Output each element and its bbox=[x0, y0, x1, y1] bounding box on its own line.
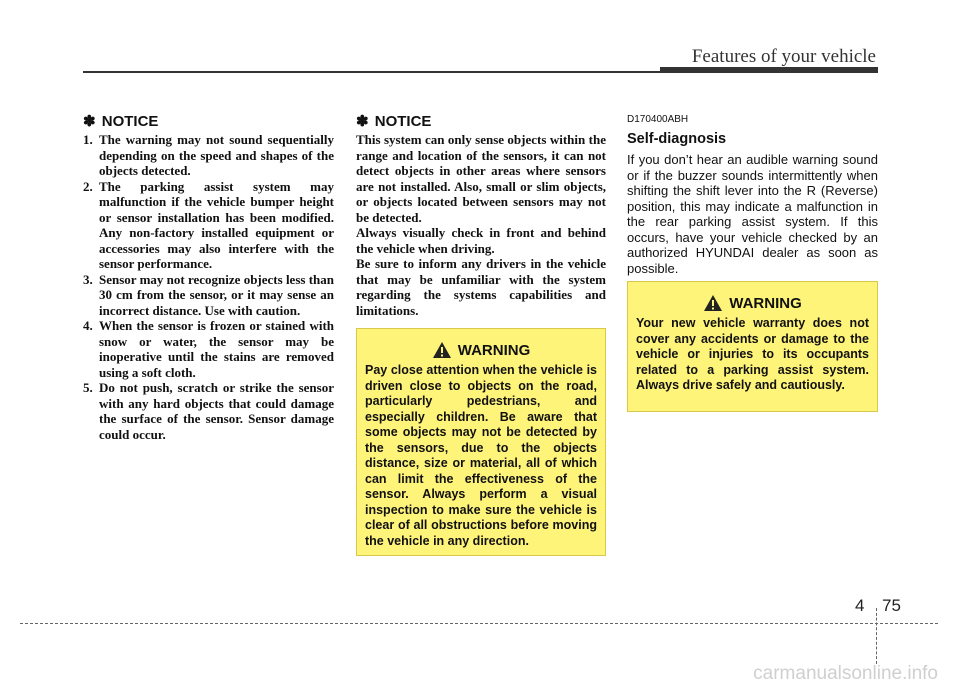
warning-box bbox=[627, 281, 878, 412]
warning-triangle-icon bbox=[432, 341, 452, 359]
list-item: 5. Do not push, scratch or strike the sensor with any hard objects that could damage the surface of the sensor. Sensor damage could occur. bbox=[83, 380, 334, 442]
notice-title: NOTICE bbox=[101, 113, 159, 130]
warning-triangle-icon bbox=[703, 294, 723, 312]
page-number: 75 bbox=[882, 596, 901, 615]
notice-heading bbox=[356, 112, 606, 130]
list-item: 2. The parking assist system may malfunction if the vehicle bumper height or sensor installation has been modified. Any non-factory installed equipment or accessories may also interfere with the sensor performance. bbox=[83, 178, 334, 271]
warning-text: Your new vehicle warranty does not cover any accidents or damage to the vehicle or injuries to its occupants related to a parking assist system. Always drive safely and cautiously. bbox=[636, 316, 869, 392]
warning-text: Pay close attention when the vehicle is driven close to objects on the road, particularly pedestrians, and especially children. Be aware that some objects may not be detected by the sensors, due to the objects distance, size or material, all of which can limit the effectiveness of the sensor. Always perform a visual inspection to make sure the vehicle is clear of all obstructions before moving the vehicle in any direction. bbox=[365, 363, 597, 548]
section-body: If you don’t hear an audible warning sound or if the buzzer sounds intermittently when shifting the shift lever into the R (Reverse) position, this may indicate a malfunction in the rear parking assist system. If this occurs, have your vehicle checked by an authorized HYUNDAI dealer as soon as possible. bbox=[627, 152, 878, 276]
notice-paragraph: Always visually check in front and behind the vehicle when driving. bbox=[356, 225, 606, 256]
warning-header bbox=[636, 294, 869, 312]
section-heading: Self-diagnosis bbox=[627, 131, 727, 147]
list-item: 3. Sensor may not recognize objects less than 30 cm from the sensor, or it may sense an incorrect distance. Use with caution. bbox=[83, 271, 334, 318]
watermark: carmanualsonline.info bbox=[753, 663, 938, 684]
column-left bbox=[83, 112, 334, 442]
warning-header bbox=[365, 341, 597, 359]
notice-paragraph: Be sure to inform any drivers in the vehicle that may be unfamiliar with the system regarding the systems capabilities and limitations. bbox=[356, 256, 606, 318]
footer-divider bbox=[876, 608, 877, 664]
list-item: 4. When the sensor is frozen or stained with snow or water, the sensor may be inoperative until the stains are removed using a soft cloth. bbox=[83, 318, 334, 380]
warning-box bbox=[356, 328, 606, 556]
notice-mark-icon: ✽ bbox=[356, 113, 369, 130]
header-rule bbox=[83, 71, 660, 73]
notice-paragraph: This system can only sense objects within the range and location of the sensors, it can not detect objects in other areas where sensors are not installed. Also, small or slim objects, or objects located between sensors may not be detected. bbox=[356, 132, 606, 225]
column-right bbox=[627, 112, 878, 276]
header-rule-accent bbox=[660, 67, 878, 73]
notice-title: NOTICE bbox=[374, 113, 432, 130]
notice-mark-icon: ✽ bbox=[83, 113, 96, 130]
warning-title: WARNING bbox=[457, 341, 531, 359]
notice-heading bbox=[83, 112, 334, 130]
warning-title: WARNING bbox=[729, 294, 802, 312]
footer-rule bbox=[20, 623, 938, 624]
notice-list bbox=[83, 132, 334, 442]
column-middle bbox=[356, 112, 606, 318]
section-code: D170400ABH bbox=[627, 114, 689, 125]
page-section-number: 4 bbox=[855, 596, 865, 615]
list-item: 1. The warning may not sound sequentially depending on the speed and shapes of the objects detected. bbox=[83, 132, 334, 178]
header-title: Features of your vehicle bbox=[691, 46, 876, 67]
